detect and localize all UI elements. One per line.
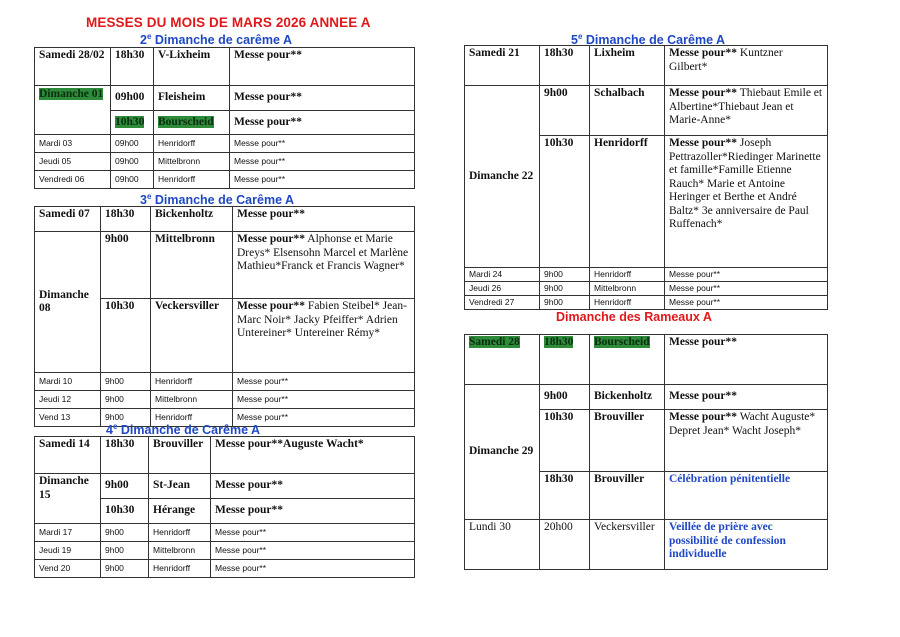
intention-cell: Messe pour** bbox=[665, 335, 828, 385]
table-row bbox=[35, 437, 415, 474]
day-cell: Jeudi 26 bbox=[465, 282, 540, 296]
place-cell: Schalbach bbox=[590, 86, 665, 136]
place-cell: Henridorff bbox=[154, 171, 230, 189]
intention-names: Alphonse et Marie Dreys* Elsensohn Marcel et Marlène Mathieu*Franck et Francis Wagner* bbox=[237, 233, 409, 272]
day-cell: Dimanche 08 bbox=[35, 232, 101, 373]
day-cell: Jeudi 12 bbox=[35, 391, 101, 409]
intention-names: Fabien Steibel* Jean-Marc Noir* Jacky Pfeiffer* Adrien Untereiner* Untereiner Rémy* bbox=[237, 300, 407, 339]
intention-cell: Messe pour** bbox=[665, 385, 828, 410]
day-cell: Samedi 14 bbox=[35, 437, 101, 474]
intention-cell: Messe pour** bbox=[230, 86, 415, 111]
intention-cell bbox=[665, 46, 828, 86]
page-title: MESSES DU MOIS DE MARS 2026 ANNEE A bbox=[86, 15, 371, 30]
highlighted-place: Bourscheid bbox=[158, 115, 214, 128]
table-row bbox=[465, 268, 828, 282]
time-cell: 18h30 bbox=[101, 207, 151, 232]
day-cell: Samedi 21 bbox=[465, 46, 540, 86]
place-cell: Henridorff bbox=[151, 409, 233, 427]
day-cell: Jeudi 05 bbox=[35, 153, 111, 171]
intention-cell: Messe pour** bbox=[665, 296, 828, 310]
intention-cell: Messe pour** bbox=[211, 499, 415, 524]
place-cell: Henridorff bbox=[149, 560, 211, 578]
place-cell: Brouviller bbox=[149, 437, 211, 474]
time-cell: 10h30 bbox=[101, 499, 149, 524]
place-cell: Veckersviller bbox=[151, 299, 233, 373]
day-cell: Vendredi 06 bbox=[35, 171, 111, 189]
intention-lead: Messe pour** bbox=[669, 47, 738, 59]
intention-cell bbox=[665, 86, 828, 136]
time-cell: 9h00 bbox=[101, 232, 151, 299]
table-row bbox=[465, 282, 828, 296]
time-cell bbox=[540, 335, 590, 385]
table-row bbox=[35, 48, 415, 86]
section-title-rameaux: Dimanche des Rameaux A bbox=[556, 310, 712, 324]
intention-cell: Messe pour** bbox=[230, 135, 415, 153]
intention-lead: Messe pour** bbox=[669, 87, 738, 99]
day-cell: Mardi 03 bbox=[35, 135, 111, 153]
intention-cell: Messe pour**Auguste Wacht* bbox=[211, 437, 415, 474]
time-cell: 09h00 bbox=[111, 171, 154, 189]
place-cell bbox=[154, 111, 230, 135]
place-cell: Lixheim bbox=[590, 46, 665, 86]
place-cell: Henridorff bbox=[151, 373, 233, 391]
time-cell: 9h00 bbox=[101, 373, 151, 391]
place-cell: Hérange bbox=[149, 499, 211, 524]
table-row bbox=[465, 296, 828, 310]
time-cell: 9h00 bbox=[540, 268, 590, 282]
schedule-table-rameaux bbox=[464, 334, 828, 570]
time-cell: 9h00 bbox=[540, 86, 590, 136]
place-cell: Mittelbronn bbox=[149, 542, 211, 560]
day-cell: Vendredi 27 bbox=[465, 296, 540, 310]
place-cell: V-Lixheim bbox=[154, 48, 230, 86]
place-cell: Fleisheim bbox=[154, 86, 230, 111]
time-cell: 18h30 bbox=[111, 48, 154, 86]
place-cell: Henridorff bbox=[590, 268, 665, 282]
table-row bbox=[465, 86, 828, 136]
time-cell: 9h00 bbox=[540, 282, 590, 296]
place-cell: Bickenholtz bbox=[151, 207, 233, 232]
day-cell: Mardi 17 bbox=[35, 524, 101, 542]
place-cell: Mittelbronn bbox=[151, 391, 233, 409]
intention-cell: Messe pour** bbox=[665, 282, 828, 296]
intention-cell: Messe pour** bbox=[233, 409, 415, 427]
place-cell: St-Jean bbox=[149, 474, 211, 499]
intention-lead: Messe pour** bbox=[669, 411, 738, 423]
highlighted-time: 18h30 bbox=[544, 336, 574, 348]
intention-cell: Messe pour** bbox=[665, 268, 828, 282]
place-cell: Brouviller bbox=[590, 410, 665, 472]
intention-cell: Messe pour** bbox=[233, 373, 415, 391]
time-cell: 9h00 bbox=[101, 474, 149, 499]
section-title-careme-2: 2e Dimanche de carême A bbox=[140, 32, 292, 48]
place-cell: Mittelbronn bbox=[154, 153, 230, 171]
table-row bbox=[465, 385, 828, 410]
intention-names: Kuntzner Gilbert* bbox=[669, 47, 783, 73]
table-row bbox=[465, 335, 828, 385]
table-row bbox=[35, 207, 415, 232]
ordinal-suffix: e bbox=[146, 32, 152, 41]
place-cell: Henridorff bbox=[149, 524, 211, 542]
table-row bbox=[35, 135, 415, 153]
time-cell: 10h30 bbox=[101, 299, 151, 373]
intention-cell: Messe pour** bbox=[211, 560, 415, 578]
schedule-table-careme-4 bbox=[34, 436, 415, 578]
table-row bbox=[35, 560, 415, 578]
time-cell: 9h00 bbox=[540, 296, 590, 310]
intention-cell: Messe pour** bbox=[211, 524, 415, 542]
schedule-table-careme-3 bbox=[34, 206, 415, 427]
place-cell: Mittelbronn bbox=[590, 282, 665, 296]
intention-cell: Messe pour** bbox=[211, 474, 415, 499]
day-cell: Lundi 30 bbox=[465, 520, 540, 570]
intention-cell: Messe pour** bbox=[230, 153, 415, 171]
intention-cell: Messe pour** bbox=[230, 171, 415, 189]
place-cell: Henridorff bbox=[590, 136, 665, 268]
time-cell: 9h00 bbox=[540, 385, 590, 410]
place-cell bbox=[590, 335, 665, 385]
highlighted-day: Dimanche 01 bbox=[39, 88, 104, 100]
time-cell: 18h30 bbox=[540, 472, 590, 520]
table-row bbox=[35, 524, 415, 542]
table-row bbox=[35, 373, 415, 391]
day-cell: Jeudi 19 bbox=[35, 542, 101, 560]
time-cell: 20h00 bbox=[540, 520, 590, 570]
place-cell: Henridorff bbox=[154, 135, 230, 153]
intention-cell: Veillée de prière avec possibilité de confession individuelle bbox=[665, 520, 828, 570]
intention-cell: Célébration pénitentielle bbox=[665, 472, 828, 520]
section-title-careme-5: 5e Dimanche de Carême A bbox=[571, 32, 726, 48]
schedule-table-careme-2 bbox=[34, 47, 415, 189]
place-cell: Mittelbronn bbox=[151, 232, 233, 299]
day-cell: Vend 20 bbox=[35, 560, 101, 578]
highlighted-place: Bourscheid bbox=[594, 336, 650, 348]
intention-lead: Messe pour** bbox=[237, 300, 306, 312]
highlighted-day: Samedi 28 bbox=[469, 336, 520, 348]
intention-cell: Messe pour** bbox=[211, 542, 415, 560]
highlighted-time: 10h30 bbox=[115, 115, 145, 128]
table-row bbox=[35, 474, 415, 499]
intention-lead: Messe pour** bbox=[237, 233, 306, 245]
place-cell: Bickenholtz bbox=[590, 385, 665, 410]
day-cell bbox=[465, 335, 540, 385]
table-row bbox=[465, 520, 828, 570]
day-cell: Vend 13 bbox=[35, 409, 101, 427]
table-row bbox=[35, 542, 415, 560]
intention-cell: Messe pour** bbox=[230, 48, 415, 86]
table-row bbox=[35, 153, 415, 171]
day-cell: Mardi 10 bbox=[35, 373, 101, 391]
intention-cell: Messe pour** bbox=[230, 111, 415, 135]
place-cell: Veckersviller bbox=[590, 520, 665, 570]
time-cell: 9h00 bbox=[101, 409, 151, 427]
day-cell bbox=[35, 86, 111, 135]
time-cell: 9h00 bbox=[101, 391, 151, 409]
ordinal-suffix: e bbox=[112, 422, 118, 431]
intention-lead: Messe pour** bbox=[669, 137, 738, 149]
time-cell: 09h00 bbox=[111, 135, 154, 153]
table-row bbox=[465, 46, 828, 86]
intention-cell bbox=[233, 299, 415, 373]
intention-cell bbox=[665, 410, 828, 472]
intention-names: Thiebaut Emile et Albertine*Thiebaut Jean et Marie-Anne* bbox=[669, 87, 823, 126]
time-cell: 18h30 bbox=[540, 46, 590, 86]
section-title-careme-4: 4e Dimanche de Carême A bbox=[106, 422, 261, 438]
intention-names: Wacht Auguste* Depret Jean* Wacht Joseph* bbox=[669, 411, 816, 437]
time-cell: 10h30 bbox=[540, 136, 590, 268]
time-cell: 10h30 bbox=[540, 410, 590, 472]
time-cell: 09h00 bbox=[111, 153, 154, 171]
day-cell: Samedi 28/02 bbox=[35, 48, 111, 86]
time-cell: 18h30 bbox=[101, 437, 149, 474]
place-cell: Brouviller bbox=[590, 472, 665, 520]
ordinal-suffix: e bbox=[146, 192, 152, 201]
table-row bbox=[35, 391, 415, 409]
day-cell: Dimanche 15 bbox=[35, 474, 101, 524]
intention-cell bbox=[665, 136, 828, 268]
intention-cell bbox=[233, 232, 415, 299]
table-row bbox=[35, 232, 415, 299]
time-cell: 9h00 bbox=[101, 524, 149, 542]
time-cell: 09h00 bbox=[111, 86, 154, 111]
time-cell bbox=[111, 111, 154, 135]
day-cell: Samedi 07 bbox=[35, 207, 101, 232]
schedule-table-careme-5 bbox=[464, 45, 828, 310]
day-cell: Dimanche 29 bbox=[465, 385, 540, 520]
intention-cell: Messe pour** bbox=[233, 391, 415, 409]
place-cell: Henridorff bbox=[590, 296, 665, 310]
time-cell: 9h00 bbox=[101, 542, 149, 560]
day-cell: Mardi 24 bbox=[465, 268, 540, 282]
intention-names: Joseph Pettrazoller*Riedinger Marinette et famille*Famille Etienne Rauch* Marie et Antoine Heringer et Berthe et André Baltz* 3e anniversaire de Paul Ruffenach* bbox=[669, 137, 821, 230]
ordinal-suffix: e bbox=[577, 32, 583, 41]
time-cell: 9h00 bbox=[101, 560, 149, 578]
table-row bbox=[35, 86, 415, 111]
table-row bbox=[35, 171, 415, 189]
section-title-careme-3: 3e Dimanche de Carême A bbox=[140, 192, 295, 208]
intention-cell: Messe pour** bbox=[233, 207, 415, 232]
day-cell: Dimanche 22 bbox=[465, 86, 540, 268]
